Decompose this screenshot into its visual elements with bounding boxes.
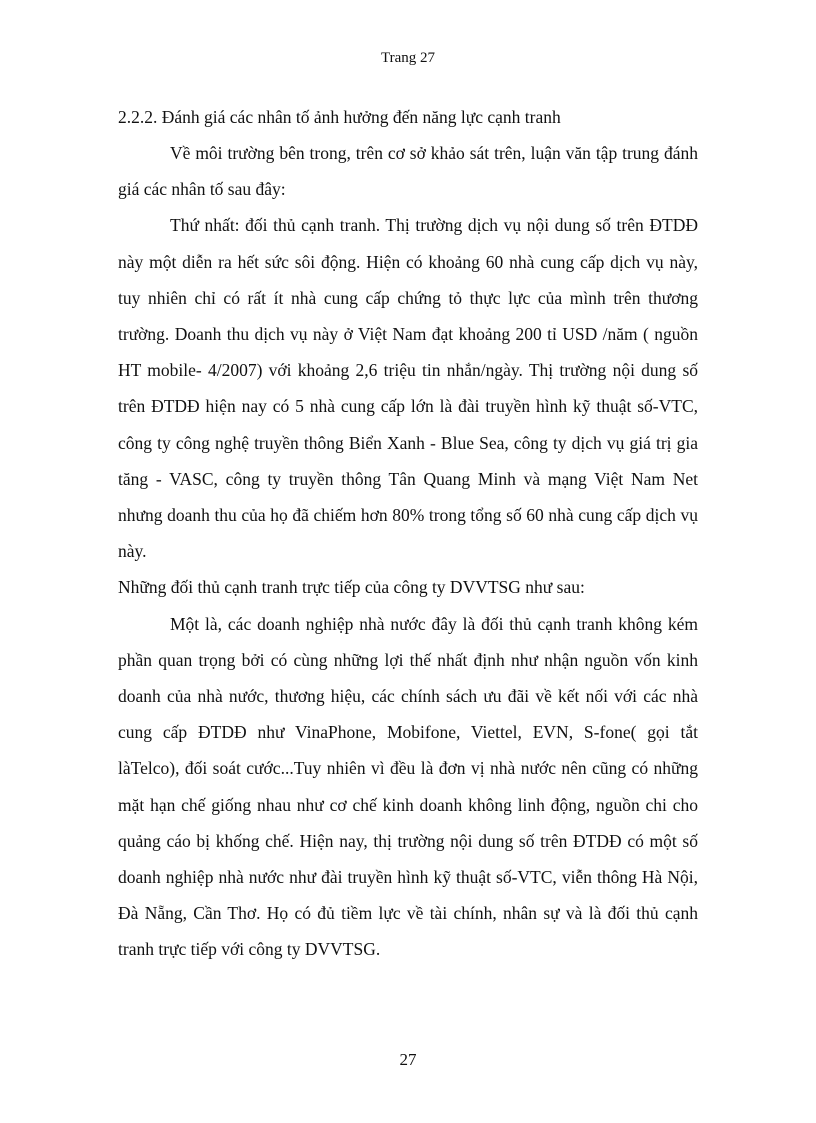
section-heading: 2.2.2. Đánh giá các nhân tố ảnh hưởng đến năng lực cạnh tranh <box>118 107 561 127</box>
competitors-intro-paragraph: Những đối thủ cạnh tranh trực tiếp của công ty DVVTSG như sau: <box>118 577 585 598</box>
intro-paragraph: Về môi trường bên trong, trên cơ sở khảo sát trên, luận văn tập trung đánh giá các nhân tố sau đây: <box>118 143 698 200</box>
first-factor-paragraph: Thứ nhất: đối thủ cạnh tranh. Thị trường dịch vụ nội dung số trên ĐTDĐ này một diễn ra hết sức sôi động. Hiện có khoảng 60 nhà cung cấp dịch vụ này, tuy nhiên chỉ có rất ít nhà cung cấp chứng tỏ thực lực của mình trên thương trường. Doanh thu dịch vụ này ở Việt Nam đạt khoảng 200 tỉ USD /năm ( nguồn HT mobile- 4/2007) với khoảng 2,6 triệu tin nhắn/ngày. Thị trường nội dung số trên ĐTDĐ hiện nay có 5 nhà cung cấp lớn là đài truyền hình kỹ thuật số-VTC, công ty công nghệ truyền thông Biển Xanh - Blue Sea, công ty dịch vụ giá trị gia tăng - VASC, công ty truyền thông Tân Quang Minh và mạng Việt Nam Net nhưng doanh thu của họ đã chiếm hơn 80% trong tổng số 60 nhà cung cấp dịch vụ này. <box>118 215 698 562</box>
document-body <box>118 103 698 968</box>
state-enterprises-paragraph: Một là, các doanh nghiệp nhà nước đây là đối thủ cạnh tranh không kém phần quan trọng bởi có cùng những lợi thế nhất định như nhận nguồn vốn kinh doanh của nhà nước, thương hiệu, các chính sách ưu đãi về kết nối với các nhà cung cấp ĐTDĐ như VinaPhone, Mobifone, Viettel, EVN, S-fone( gọi tắt làTelco), đối soát cước...Tuy nhiên vì đều là đơn vị nhà nước nên cũng có những mặt hạn chế giống nhau như cơ chế kinh doanh không linh động, nguồn chi cho quảng cáo bị khống chế. Hiện nay, thị trường nội dung số trên ĐTDĐ có một số doanh nghiệp nhà nước như đài truyền hình kỹ thuật số-VTC, viễn thông Hà Nội, Đà Nẵng, Cần Thơ. Họ có đủ tiềm lực về tài chính, nhân sự và là đối thủ cạnh tranh trực tiếp với công ty DVVTSG. <box>118 613 698 960</box>
page-number: 27 <box>399 1050 417 1069</box>
page-header-label: Trang 27 <box>380 50 436 66</box>
